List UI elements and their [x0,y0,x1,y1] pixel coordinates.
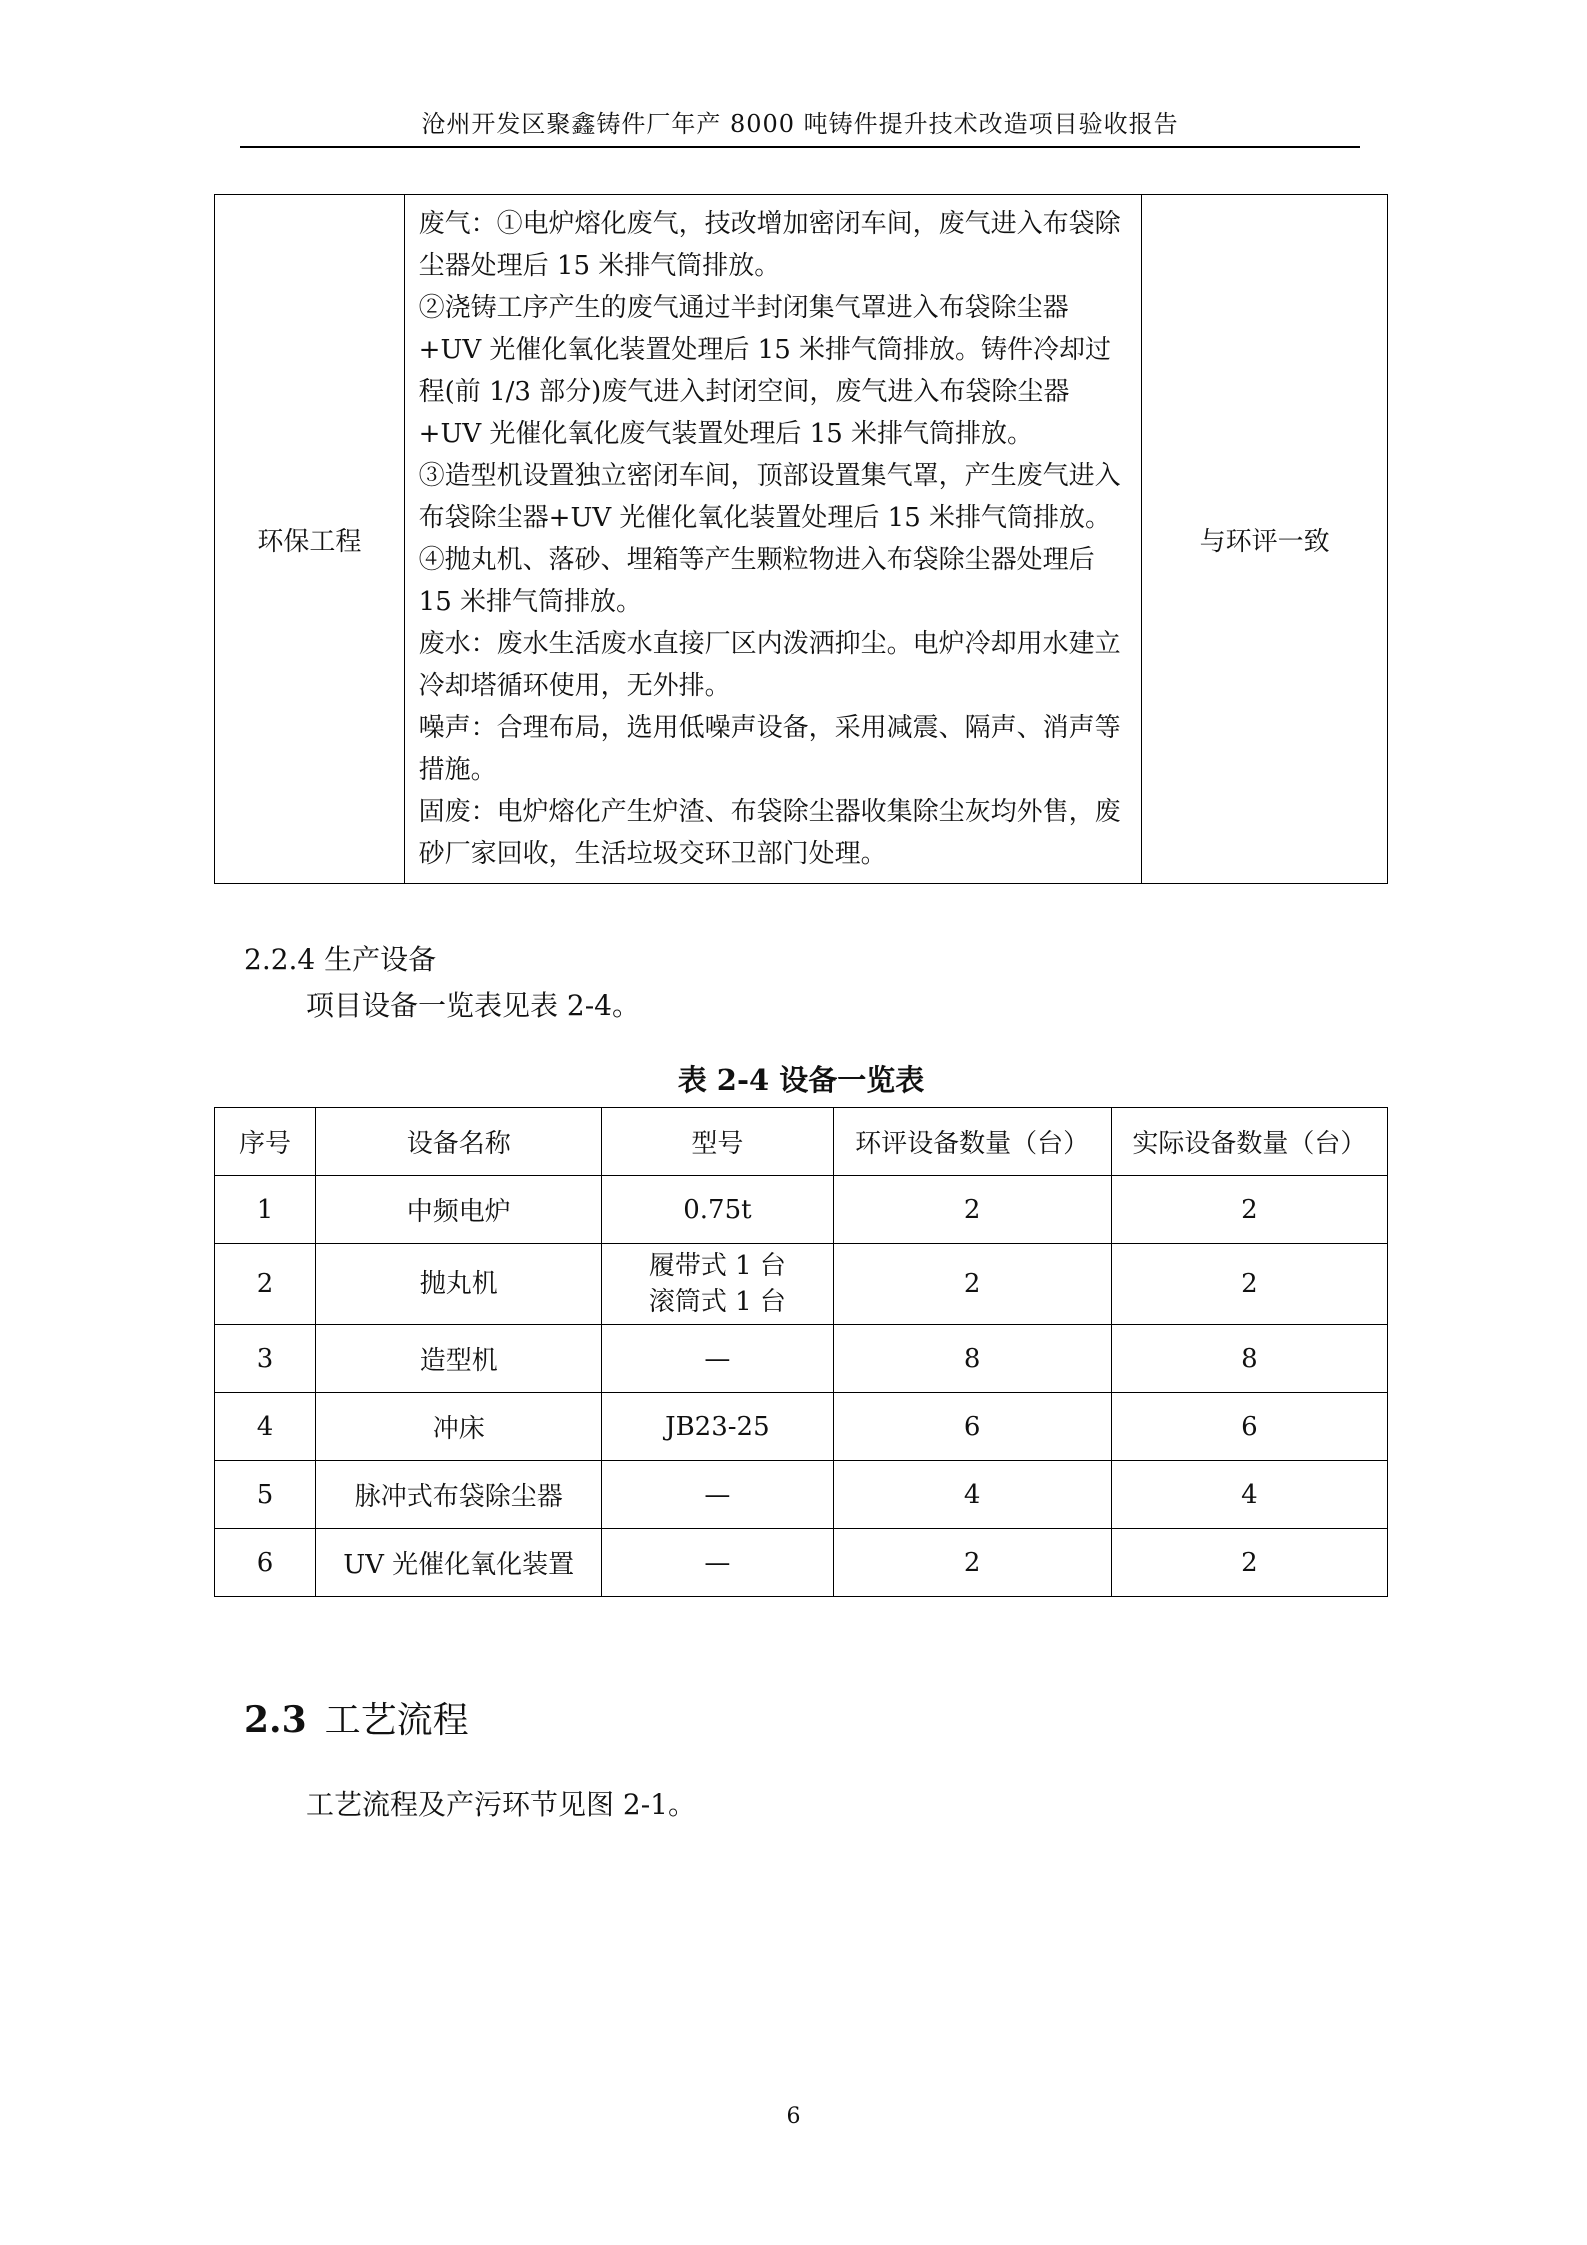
cell-actual-qty: 2 [1111,1529,1387,1597]
section-heading-2-2-4: 2.2.4 生产设备 [244,943,437,976]
table-caption: 表 2-4 设备一览表 [677,1063,925,1097]
cell-model: — [602,1529,833,1597]
env-content-line: 废水：废水生活废水直接厂区内泼洒抑尘。电炉冷却用水建立冷却塔循环使用，无外排。 [418,629,1121,701]
cell-no: 4 [215,1393,316,1461]
header-rule [240,146,1360,148]
page-header-title: 沧州开发区聚鑫铸件厂年产 8000 吨铸件提升技术改造项目验收报告 [421,110,1179,138]
process-flow-intro-paragraph: 工艺流程及产污环节见图 2-1。 [306,1788,696,1821]
cell-no: 3 [215,1325,316,1393]
column-header-name: 设备名称 [316,1108,602,1176]
cell-model [602,1244,833,1325]
cell-actual-qty: 4 [1111,1461,1387,1529]
section-title: 工艺流程 [324,1700,469,1741]
cell-no: 2 [215,1244,316,1325]
table-row [215,1461,1388,1529]
cell-actual-qty: 8 [1111,1325,1387,1393]
cell-eia-qty: 2 [833,1176,1111,1244]
cell-model: 0.75t [602,1176,833,1244]
cell-model-line: 滚筒式 1 台 [648,1287,786,1317]
env-content-line: ④抛丸机、落砂、埋箱等产生颗粒物进入布袋除尘器处理后 15 米排气筒排放。 [418,545,1095,617]
cell-actual-qty: 2 [1111,1176,1387,1244]
env-content-line: 废气：①电炉熔化废气，技改增加密闭车间，废气进入布袋除尘器处理后 15 米排气筒排放。 [418,209,1121,281]
cell-name: 脉冲式布袋除尘器 [316,1461,602,1529]
cell-model-line: 履带式 1 台 [648,1251,786,1281]
cell-actual-qty: 2 [1111,1244,1387,1325]
env-content-line: ③造型机设置独立密闭车间，顶部设置集气罩，产生废气进入布袋除尘器+UV 光催化氧化装置处理后 15 米排气筒排放。 [418,461,1121,533]
table-row [215,195,1388,884]
env-content-line: 噪声：合理布局，选用低噪声设备，采用减震、隔声、消声等措施。 [418,713,1121,785]
equipment-table [214,1107,1388,1597]
table-row [215,1393,1388,1461]
cell-eia-qty: 8 [833,1325,1111,1393]
env-content-cell [404,195,1142,884]
cell-eia-qty: 6 [833,1393,1111,1461]
cell-model: — [602,1461,833,1529]
cell-no: 6 [215,1529,316,1597]
cell-name: UV 光催化氧化装置 [316,1529,602,1597]
cell-eia-qty: 2 [833,1244,1111,1325]
env-label-cell: 环保工程 [215,195,405,884]
env-content-line: 固废：电炉熔化产生炉渣、布袋除尘器收集除尘灰均外售，废砂厂家回收，生活垃圾交环卫部门处理。 [418,797,1121,869]
cell-actual-qty: 6 [1111,1393,1387,1461]
cell-name: 抛丸机 [316,1244,602,1325]
cell-name: 冲床 [316,1393,602,1461]
cell-eia-qty: 2 [833,1529,1111,1597]
table-header-row [215,1108,1388,1176]
table-row [215,1529,1388,1597]
column-header-actual-qty: 实际设备数量（台） [1111,1108,1387,1176]
section-number: 2.3 [244,1699,307,1741]
env-protection-table [214,194,1388,884]
env-content-line: ②浇铸工序产生的废气通过半封闭集气罩进入布袋除尘器+UV 光催化氧化装置处理后 15 米排气筒排放。铸件冷却过程(前 1/3 部分)废气进入封闭空间，废气进入布袋除尘器+UV 光催化氧化废气装置处理后 15 米排气筒排放。 [418,293,1112,449]
page-number: 6 [786,2104,801,2129]
cell-name: 中频电炉 [316,1176,602,1244]
cell-no: 1 [215,1176,316,1244]
column-header-eia-qty: 环评设备数量（台） [833,1108,1111,1176]
cell-no: 5 [215,1461,316,1529]
env-result-cell: 与环评一致 [1142,195,1388,884]
cell-eia-qty: 4 [833,1461,1111,1529]
cell-model: JB23-25 [602,1393,833,1461]
table-row [215,1325,1388,1393]
section-heading-2-3 [244,1692,469,1743]
cell-model: — [602,1325,833,1393]
cell-name: 造型机 [316,1325,602,1393]
table-row [215,1176,1388,1244]
column-header-no: 序号 [215,1108,316,1176]
table-row [215,1244,1388,1325]
table-intro-paragraph: 项目设备一览表见表 2-4。 [306,989,640,1022]
column-header-model: 型号 [602,1108,833,1176]
